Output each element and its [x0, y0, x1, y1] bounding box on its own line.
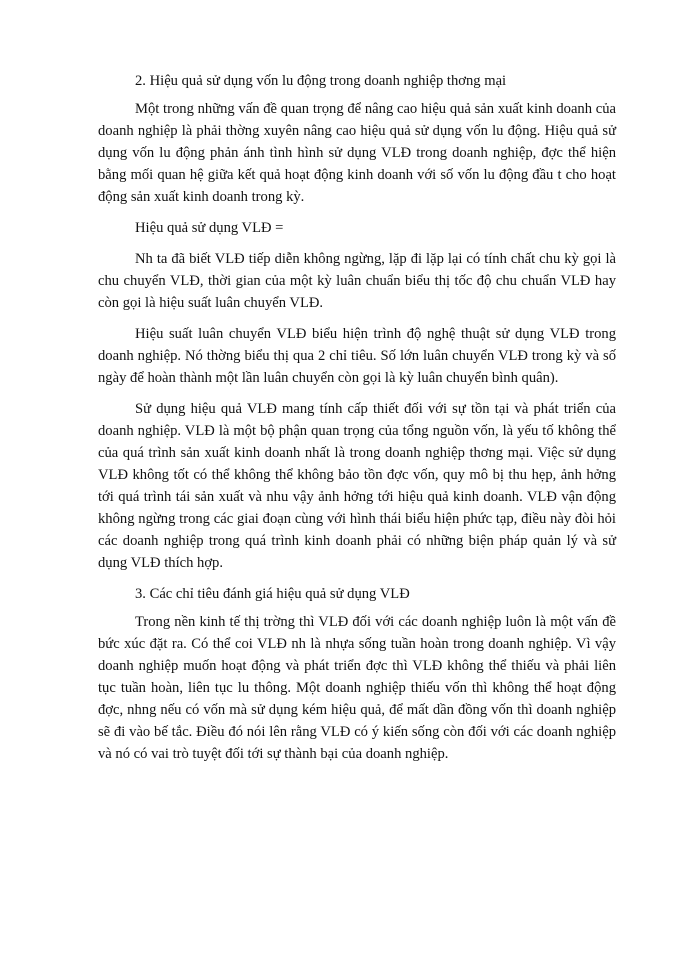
paragraph-importance: Một trong những vấn đề quan trọng để nâng cao hiệu quả sản xuất kinh doanh của doanh nghiệp là phải thờng xuyên nâng cao hiệu quả sử dụng vốn lu động. Hiệu quả sử dụng vốn lu động phản ánh tình hình sử dụng VLĐ trong doanh nghiệp, đợc thể hiện bằng mối quan hệ giữa kết quả hoạt động kinh doanh với số vốn lu động đầu t cho hoạt động sản xuất kinh doanh trong kỳ.	[98, 101, 616, 205]
paragraph-market-economy: Trong nền kinh tế thị trờng thì VLĐ đối với các doanh nghiệp luôn là một vấn đề bức xúc đặt ra. Có thể coi VLĐ nh là nhựa sống tuần hoàn trong doanh nghiệp. Vì vậy doanh nghiệp muốn hoạt động và phát triển đợc thì VLĐ không thể thiếu và phải liên tục tuần hoàn, liên tục lu thông. Một doanh nghiệp thiếu vốn thì không thể hoạt động đợc, nhng nếu có vốn mà sử dụng kém hiệu quả, để mất dần đồng vốn thì doanh nghiệp sẽ đi vào bế tắc. Điều đó nói lên rằng VLĐ có ý kiến sống còn đối với các doanh nghiệp và nó có vai trò tuyệt đối tới sự thành bại của doanh nghiệp.	[98, 614, 616, 762]
document-page	[98, 70, 616, 774]
section-2-heading: 2. Hiệu quả sử dụng vốn lu động trong doanh nghiệp thơng mại	[135, 73, 507, 89]
paragraph-turnover: Hiệu suất luân chuyển VLĐ biểu hiện trình độ nghệ thuật sử dụng VLĐ trong doanh nghiệp. Nó thờng biểu thị qua 2 chỉ tiêu. Số lớn luân chuyển VLĐ trong kỳ và số ngày để hoàn thành một lần luân chuyển còn gọi là kỳ luân chuyển bình quân).	[98, 326, 616, 386]
paragraph-necessity: Sử dụng hiệu quả VLĐ mang tính cấp thiết đối với sự tồn tại và phát triển của doanh nghiệp. VLĐ là một bộ phận quan trọng của tổng nguồn vốn, là yếu tố không thể của quá trình sản xuất kinh doanh nhất là trong doanh nghiệp thơng mại. Việc sử dụng VLĐ không tốt có thể không thể không bảo tồn đợc vốn, quy mô bị thu hẹp, ảnh hởng tới quá trình tái sản xuất và nhu vậy ảnh hởng tới hiệu quả kinh doanh. VLĐ vận động không ngừng trong các giai đoạn cùng với hình thái biểu hiện phức tạp, điều này đòi hỏi các doanh nghiệp trong quá trình kinh doanh phải có những biện pháp quản lý và sử dụng VLĐ thích hợp.	[98, 401, 616, 571]
paragraph-circulation: Nh ta đã biết VLĐ tiếp diễn không ngừng, lặp đi lặp lại có tính chất chu kỳ gọi là chu chuyển VLĐ, thời gian của một kỳ luân chuẩn biểu thị tốc độ chu chuẩn VLĐ hay còn gọi là hiệu suất luân chuyển VLĐ.	[98, 251, 616, 311]
section-3-heading: 3. Các chỉ tiêu đánh giá hiệu quả sử dụng VLĐ	[135, 586, 410, 602]
formula-line: Hiệu quả sử dụng VLĐ =	[135, 220, 284, 236]
